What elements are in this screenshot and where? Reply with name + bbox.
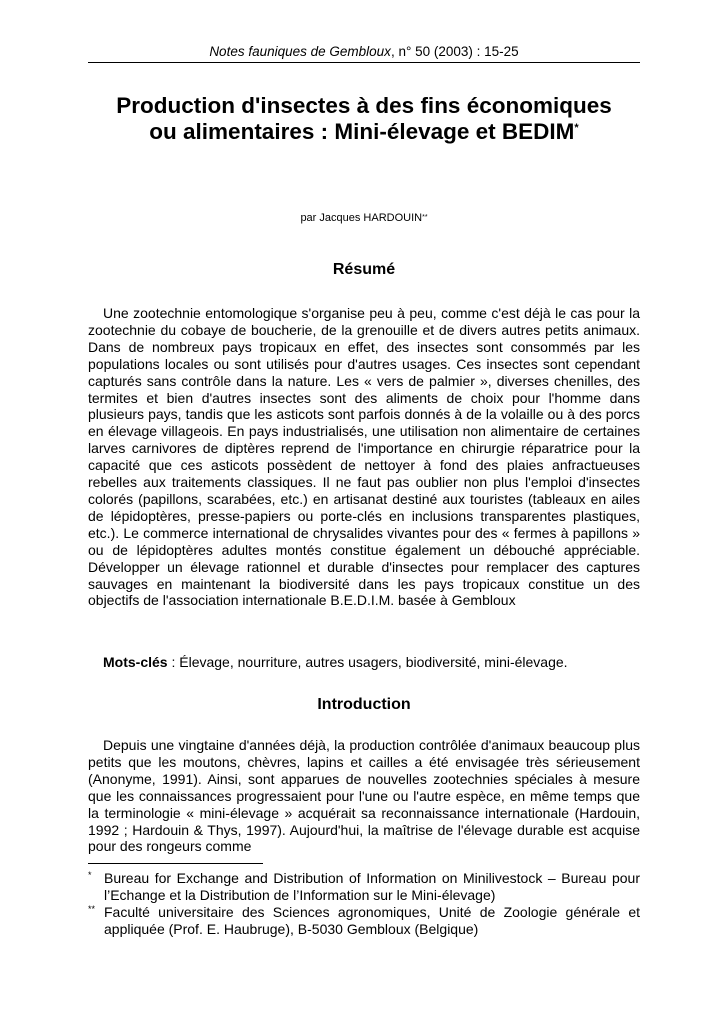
footnote-2-mark: **	[88, 904, 96, 914]
footnote-1	[88, 870, 640, 904]
resume-paragraph: Une zootechnie entomologique s'organise peu à peu, comme c'est déjà le cas pour la zootechnie du cobaye de boucherie, de la grenouille et de divers autres petits animaux. Dans de nombreux pays tropicaux en effet, des insectes sont consommés par les populations locales ou sont utilisés pour d'autres usages. Ces insectes sont cependant capturés sans contrôle dans la nature. Les « vers de palmier », diverses chenilles, des termites et bien d'autres insectes sont des aliments de choix pour l'homme dans plusieurs pays, tandis que les asticots sont parfois donnés à de la volaille ou à des porcs en élevage villageois. En pays industrialisés, une utilisation non alimentaire de certaines larves carnivores de diptères reprend de l'importance en chirurgie réparatrice pour la capacité que ces asticots possèdent de nettoyer à fond des plaies anfractueuses rebelles aux traitements classiques. Il ne faut pas oublier non plus l'emploi d'insectes colorés (papillons, scarabées, etc.) en artisanat destiné aux touristes (tableaux en ailes de lépidoptères, presse-papiers ou porte-clés en inclusions transparentes plastiques, etc.). Le commerce international de chrysalides vivantes pour des « fermes à papillons » ou de lépidoptères adultes montés constitue également un débouché appréciable. Développer un élevage rationnel et durable d'insectes pour remplacer des captures sauvages en maintenant la biodiversité dans les pays tropicaux constitue un des objectifs de l'association internationale B.E.D.I.M. basée à Gembloux	[88, 305, 640, 609]
author-line	[88, 211, 640, 225]
journal-name: Notes fauniques de Gembloux	[209, 44, 391, 59]
title-line-2	[88, 119, 640, 145]
title-line-2-text: ou alimentaires : Mini-élevage et BEDIM	[149, 119, 575, 144]
header-rule	[88, 62, 640, 63]
keywords-text: : Élevage, nourriture, autres usagers, biodiversité, mini-élevage.	[167, 654, 568, 670]
title-line-1: Production d'insectes à des fins économiques	[116, 93, 612, 118]
keywords	[88, 654, 640, 671]
footnote-1-text: Bureau for Exchange and Distribution of Information on Minilivestock – Bureau pour l’Echange et la Distribution de l’Information sur le Mini-élevage)	[104, 870, 640, 903]
journal-header	[88, 44, 640, 60]
keywords-label: Mots-clés	[103, 654, 168, 670]
footnote-2	[88, 904, 640, 938]
introduction-heading: Introduction	[317, 696, 411, 713]
title-footnote-mark: *	[574, 122, 579, 134]
author-name: par Jacques HARDOUIN	[300, 212, 423, 224]
introduction-paragraph: Depuis une vingtaine d'années déjà, la production contrôlée d'animaux beaucoup plus petits que les moutons, chèvres, lapins et cailles a été envisagée très sérieusement (Anonyme, 1991). Ainsi, sont apparues de nouvelles zootechnies spéciales à mesure que les connaissances progressaient pour l'une ou l'autre espèce, en même temps que la terminologie « mini-élevage » acquérait sa reconnaissance internationale (Hardouin, 1992 ; Hardouin & Thys, 1997). Aujourd'hui, la maîtrise de l'élevage durable est acquise pour des rongeurs comme	[88, 737, 640, 855]
paper-title	[88, 93, 640, 145]
resume-heading: Résumé	[332, 261, 396, 278]
author-footnote-mark: **	[422, 214, 428, 221]
footnote-1-mark: *	[88, 870, 92, 880]
journal-issue: , n° 50 (2003) : 15-25	[390, 44, 519, 59]
footnote-rule	[88, 863, 263, 864]
footnote-2-text: Faculté universitaire des Sciences agronomiques, Unité de Zoologie générale et appliquée (Prof. E. Haubruge), B-5030 Gembloux (Belgique)	[104, 904, 640, 937]
